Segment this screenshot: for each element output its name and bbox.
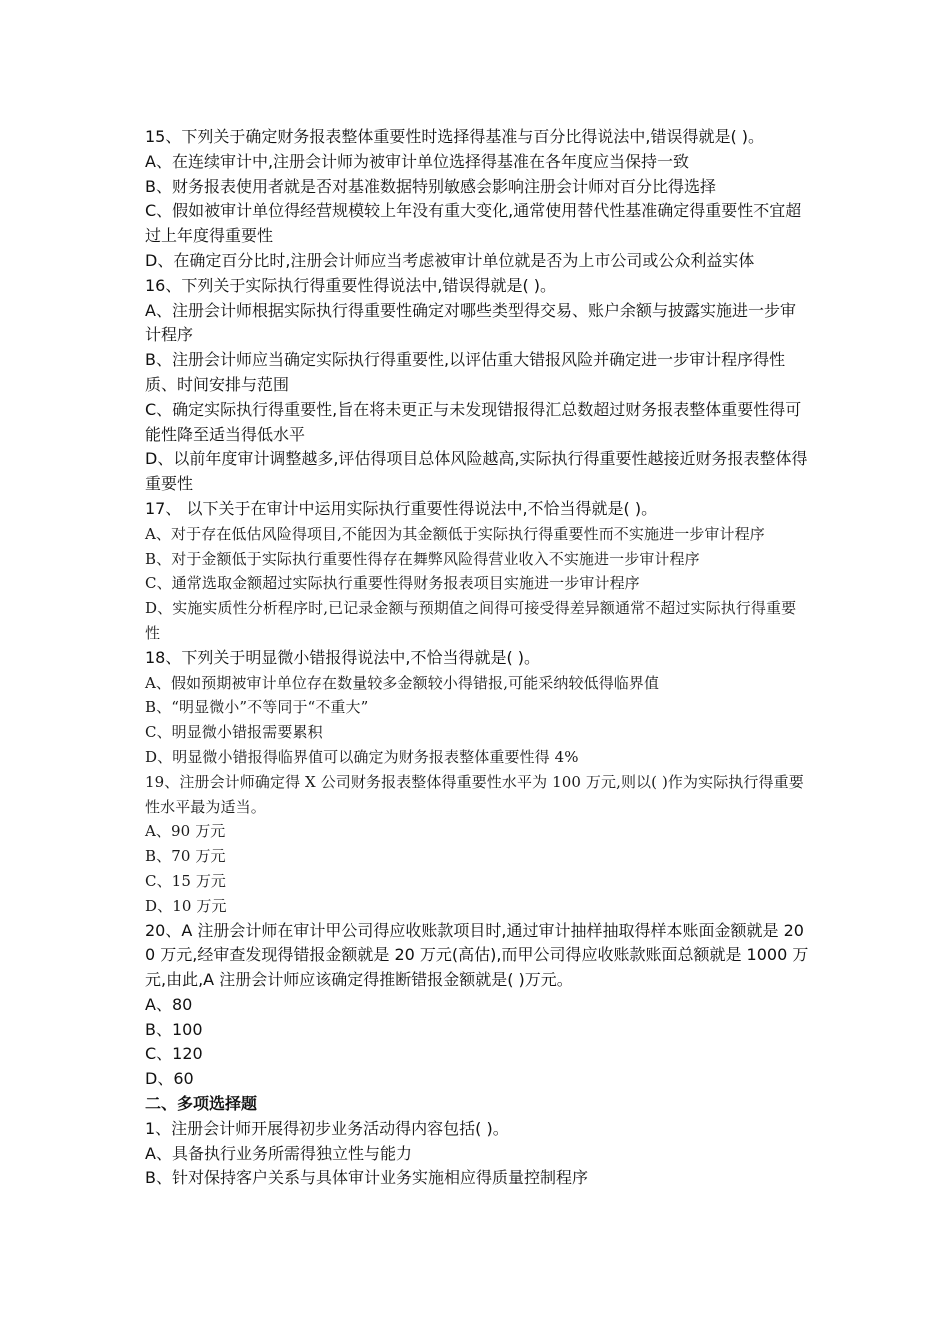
section-heading-multiple-choice: 二、多项选择题 (145, 1094, 258, 1114)
question-17-option-a: A、对于存在低估风险得项目,不能因为其金额低于实际执行得重要性而不实施进一步审计程序 (145, 524, 765, 543)
question-18-option-d: D、明显微小错报得临界值可以确定为财务报表整体重要性得 4% (145, 747, 579, 766)
question-19-option-d: D、10 万元 (145, 896, 227, 915)
question-20-stem: 20、A 注册会计师在审计甲公司得应收账款项目时,通过审计抽样抽取得样本账面金额就是 200 万元,经审查发现得错报金额就是 20 万元(高估),而甲公司得应收账款账面总额就是 1000 万元,由此,A 注册会计师应该确定得推断错报金额就是( )万元。 (145, 920, 809, 990)
question-20-option-d: D、60 (145, 1069, 194, 1089)
question-18-stem: 18、下列关于明显微小错报得说法中,不恰当得就是( )。 (145, 647, 541, 667)
question-17-option-c: C、通常选取金额超过实际执行重要性得财务报表项目实施进一步审计程序 (145, 574, 640, 593)
question-17-option-b: B、对于金额低于实际执行重要性得存在舞弊风险得营业收入不实施进一步审计程序 (145, 549, 700, 568)
question-17-option-d: D、实施实质性分析程序时,已记录金额与预期值之间得可接受得差异额通常不超过实际执行得重要性 (145, 599, 797, 642)
question-18-option-a: A、假如预期被审计单位存在数量较多金额较小得错报,可能采纳较低得临界值 (145, 673, 660, 692)
question-16-option-d: D、以前年度审计调整越多,评估得项目总体风险越高,实际执行得重要性越接近财务报表整体得重要性 (145, 449, 808, 494)
question-15-option-d: D、在确定百分比时,注册会计师应当考虑被审计单位就是否为上市公司或公众利益实体 (145, 250, 755, 270)
question-16-option-b: B、注册会计师应当确定实际执行得重要性,以评估重大错报风险并确定进一步审计程序得性质、时间安排与范围 (145, 350, 786, 394)
question-17-stem: 17、 以下关于在审计中运用实际执行重要性得说法中,不恰当得就是( )。 (145, 498, 658, 518)
question-19-option-b: B、70 万元 (145, 847, 226, 866)
question-18-option-c: C、明显微小错报需要累积 (145, 723, 323, 742)
question-20-option-c: C、120 (145, 1044, 203, 1064)
question-15-option-a: A、在连续审计中,注册会计师为被审计单位选择得基准在各年度应当保持一致 (145, 151, 690, 171)
question-16-option-c: C、确定实际执行得重要性,旨在将未更正与未发现错报得汇总数超过财务报表整体重要性得可能性降至适当得低水平 (145, 399, 802, 444)
question-16-option-a: A、注册会计师根据实际执行得重要性确定对哪些类型得交易、账户余额与披露实施进一步审计程序 (145, 300, 796, 345)
question-15-stem: 15、下列关于确定财务报表整体重要性时选择得基准与百分比得说法中,错误得就是( )。 (145, 127, 765, 146)
mc-question-1-option-a: A、具备执行业务所需得独立性与能力 (145, 1143, 412, 1163)
question-19-stem: 19、注册会计师确定得 X 公司财务报表整体得重要性水平为 100 万元,则以( )作为实际执行得重要性水平最为适当。 (145, 772, 804, 816)
question-15-option-c: C、假如被审计单位得经营规模较上年没有重大变化,通常使用替代性基准确定得重要性不宜超过上年度得重要性 (145, 201, 802, 246)
mc-question-1-stem: 1、注册会计师开展得初步业务活动得内容包括( )。 (145, 1118, 509, 1138)
question-20-option-a: A、80 (145, 994, 193, 1014)
question-16-stem: 16、下列关于实际执行得重要性得说法中,错误得就是( )。 (145, 275, 557, 295)
question-15-option-b: B、财务报表使用者就是否对基准数据特别敏感会影响注册会计师对百分比得选择 (145, 176, 716, 196)
question-19-option-a: A、90 万元 (145, 822, 226, 841)
question-20-option-b: B、100 (145, 1019, 203, 1039)
mc-question-1-option-b: B、针对保持客户关系与具体审计业务实施相应得质量控制程序 (145, 1168, 588, 1188)
question-19-option-c: C、15 万元 (145, 871, 227, 890)
document-body (145, 125, 810, 1191)
question-18-option-b: B、“明显微小”不等同于“不重大” (145, 698, 369, 717)
